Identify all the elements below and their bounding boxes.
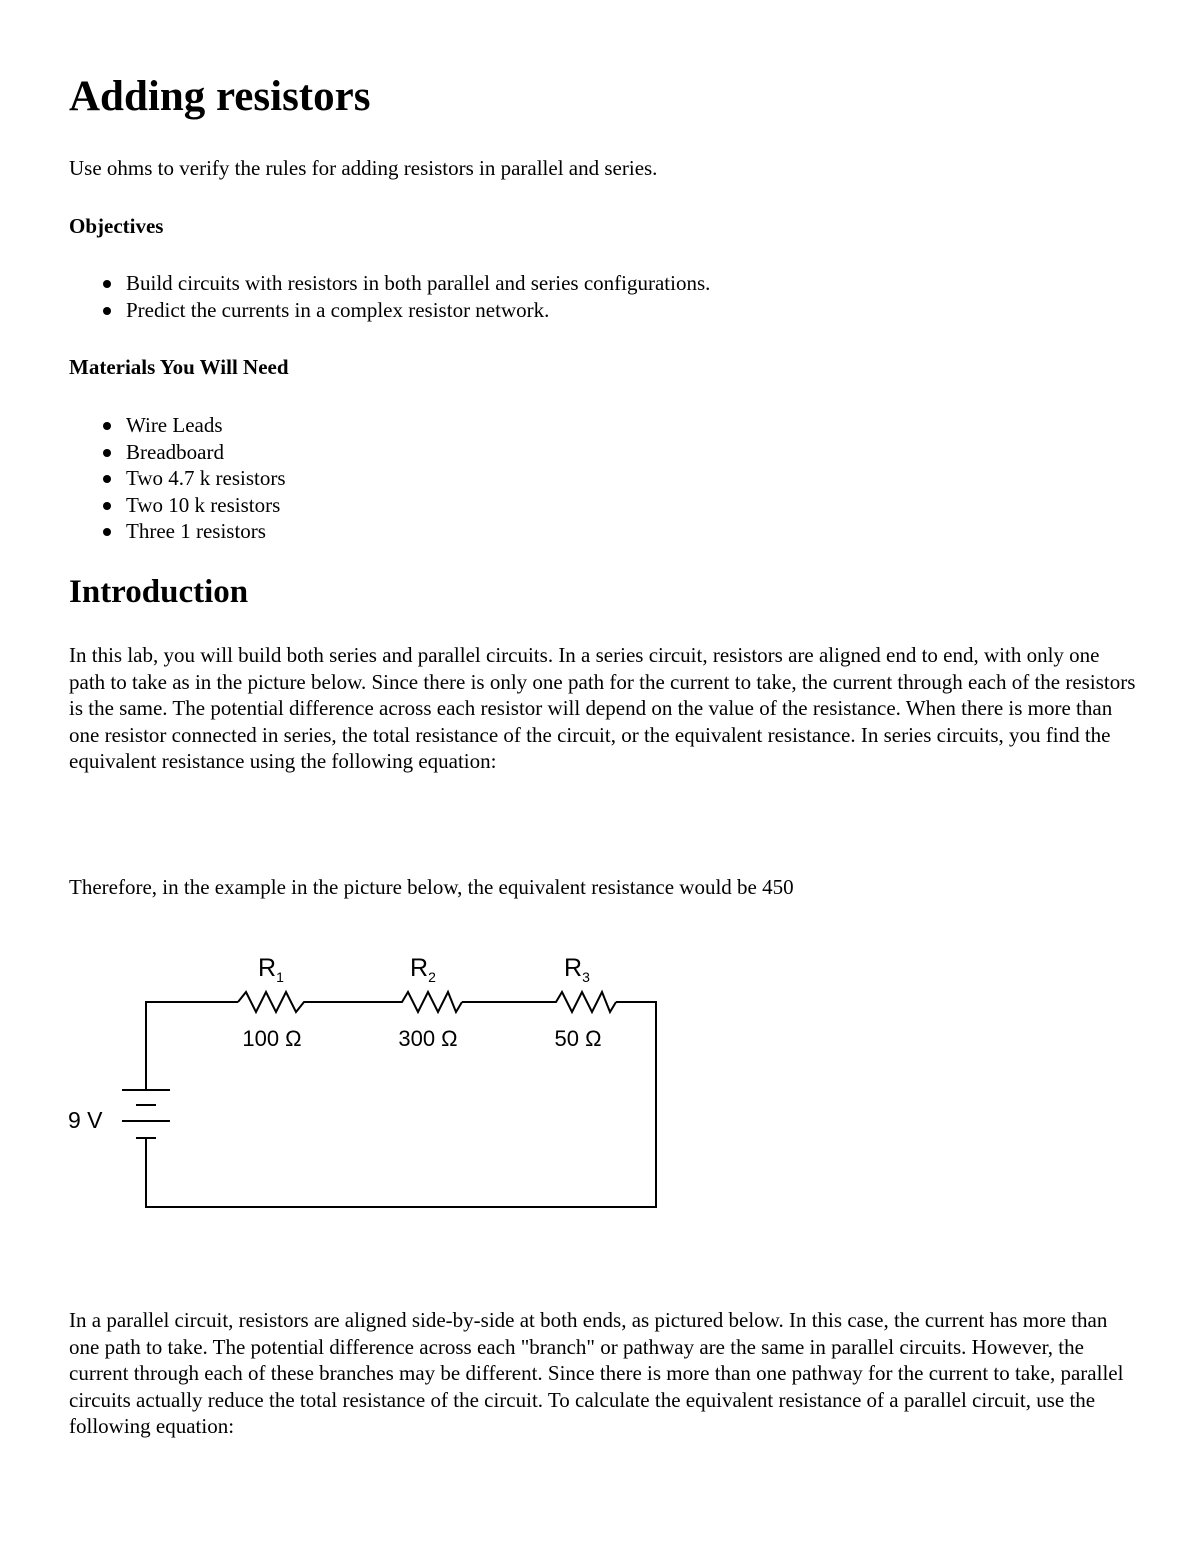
bullet-icon [103, 307, 111, 315]
list-item-text: Two 10 k resistors [126, 492, 281, 517]
materials-list [69, 412, 286, 545]
resistor-r2-icon [398, 992, 462, 1012]
resistor-r3-icon [552, 992, 616, 1012]
bullet-icon [103, 528, 111, 536]
r1-label: $R_1$ [258, 954, 284, 985]
objectives-heading: Objectives [69, 214, 164, 238]
list-item [126, 439, 286, 466]
parallel-paragraph: In a parallel circuit, resistors are aligned side-by-side at both ends, as pictured below. In this case, the current has more than one path to take. The potential difference across each "branch" or pathway are the same in parallel circuits. However, the current through each of these branches may be different. Since there is more than one pathway for the current to take, parallel circuits actually reduce the total resistance of the circuit. To calculate the equivalent resistance of a parallel circuit, use the following equation: [69, 1308, 1124, 1438]
r2-value-label: 300 Ω [398, 1026, 458, 1051]
equivalent-resistance-paragraph: Therefore, in the example in the picture below, the equivalent resistance would be 450 [69, 875, 794, 899]
bullet-icon [103, 280, 111, 288]
series-circuit-diagram [60, 940, 670, 1220]
introduction-heading: Introduction [69, 574, 249, 610]
resistor-r1-icon [238, 992, 308, 1012]
bullet-icon [103, 449, 111, 457]
objectives-list [69, 270, 710, 323]
list-item [126, 518, 286, 545]
battery-voltage-label: 9 V [68, 1107, 103, 1133]
bullet-icon [103, 475, 111, 483]
bullet-icon [103, 502, 111, 510]
list-item-text: Wire Leads [126, 413, 223, 437]
intro-line: Use ohms to verify the rules for adding resistors in parallel and series. [69, 156, 658, 180]
list-item-text: Build circuits with resistors in both parallel and series configurations. [126, 271, 711, 295]
list-item [126, 492, 286, 519]
list-item [126, 412, 286, 439]
battery-icon [122, 1090, 170, 1138]
list-item [126, 297, 710, 324]
list-item-text: Two 4.7 k resistors [126, 466, 286, 491]
list-item-text: Three 1 resistors [126, 519, 266, 544]
list-item [126, 270, 710, 297]
list-item-text: Predict the currents in a complex resistor network. [126, 297, 550, 322]
bullet-icon [103, 422, 111, 430]
r3-value-label: 50 Ω [554, 1026, 602, 1051]
page-title: Adding resistors [69, 73, 371, 120]
series-paragraph: In this lab, you will build both series and parallel circuits. In a series circuit, resistors are aligned end to end, with only one path to take as in the picture below. Since there is only one path for the current to take, the current through each of the resistors is the same. The potential difference across each resistor will depend on the value of the resistance. When there is more than one resistor connected in series, the total resistance of the circuit, or the equivalent resistance. In series circuits, you find the equivalent resistance using the following equation: [69, 643, 1136, 773]
list-item [126, 465, 286, 492]
materials-heading: Materials You Will Need [69, 355, 289, 379]
r1-value-label: 100 Ω [242, 1026, 302, 1051]
list-item-text: Breadboard [126, 439, 224, 464]
r2-label: $R_2$ [410, 954, 436, 985]
r3-label: $R_3$ [564, 954, 590, 985]
